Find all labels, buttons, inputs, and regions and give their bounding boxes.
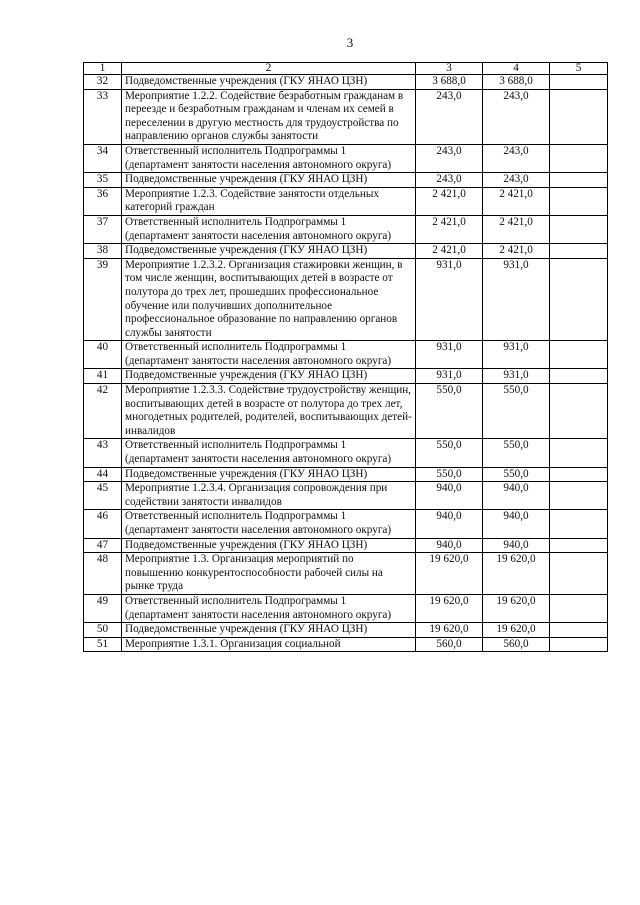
row-value-col4-cell: 931,0 [483, 258, 550, 341]
row-value-col4-cell: 940,0 [483, 510, 550, 538]
header-col-2: 2 [122, 63, 416, 75]
row-value-col5-cell [550, 467, 608, 482]
table-row [84, 244, 608, 259]
row-value-col5-cell [550, 553, 608, 595]
table-row [84, 89, 608, 144]
row-description-cell: Подведомственные учреждения (ГКУ ЯНАО ЦЗН) [122, 538, 416, 553]
table-row [84, 637, 608, 652]
row-description-cell: Мероприятие 1.2.3.4. Организация сопровождения при содействии занятости инвалидов [122, 482, 416, 510]
row-value-col4-cell: 2 421,0 [483, 244, 550, 259]
row-value-col3-cell: 550,0 [416, 467, 483, 482]
row-description-cell: Подведомственные учреждения (ГКУ ЯНАО ЦЗН) [122, 244, 416, 259]
row-number-cell: 51 [84, 637, 122, 652]
row-description-cell: Мероприятие 1.2.3. Содействие занятости отдельных категорий граждан [122, 187, 416, 215]
row-value-col5-cell [550, 187, 608, 215]
row-value-col3-cell: 940,0 [416, 538, 483, 553]
row-number-cell: 41 [84, 369, 122, 384]
row-value-col3-cell: 931,0 [416, 369, 483, 384]
row-number-cell: 40 [84, 341, 122, 369]
row-description-cell: Подведомственные учреждения (ГКУ ЯНАО ЦЗН) [122, 75, 416, 90]
table-row [84, 623, 608, 638]
row-description-cell: Мероприятие 1.3. Организация мероприятий по повышению конкурентоспособности рабочей силы на рынке труда [122, 553, 416, 595]
table-row [84, 75, 608, 90]
row-number-cell: 33 [84, 89, 122, 144]
row-value-col3-cell: 931,0 [416, 341, 483, 369]
row-value-col4-cell: 931,0 [483, 341, 550, 369]
row-value-col4-cell: 550,0 [483, 467, 550, 482]
row-description-cell: Мероприятие 1.2.3.2. Организация стажировки женщин, в том числе женщин, воспитывающих детей в возрасте от полутора до трех лет, прошедших профессиональное обучение или получивших дополнительное профессиональное образование по направлению органов службы занятости [122, 258, 416, 341]
row-value-col4-cell: 243,0 [483, 144, 550, 172]
header-col-4: 4 [483, 63, 550, 75]
row-value-col4-cell: 550,0 [483, 439, 550, 467]
row-description-cell: Ответственный исполнитель Подпрограммы 1 (департамент занятости населения автономного округа) [122, 341, 416, 369]
row-number-cell: 43 [84, 439, 122, 467]
row-value-col5-cell [550, 341, 608, 369]
row-number-cell: 49 [84, 594, 122, 622]
row-description-cell: Ответственный исполнитель Подпрограммы 1 (департамент занятости населения автономного округа) [122, 510, 416, 538]
row-number-cell: 47 [84, 538, 122, 553]
row-number-cell: 50 [84, 623, 122, 638]
table-row [84, 369, 608, 384]
row-value-col5-cell [550, 173, 608, 188]
row-value-col5-cell [550, 258, 608, 341]
table-row [84, 482, 608, 510]
table-row [84, 439, 608, 467]
table-row [84, 173, 608, 188]
table-row [84, 187, 608, 215]
table-row [84, 510, 608, 538]
table-row [84, 594, 608, 622]
row-value-col5-cell [550, 384, 608, 439]
row-value-col3-cell: 3 688,0 [416, 75, 483, 90]
row-number-cell: 45 [84, 482, 122, 510]
row-value-col5-cell [550, 244, 608, 259]
row-value-col5-cell [550, 594, 608, 622]
table-row [84, 258, 608, 341]
row-value-col3-cell: 2 421,0 [416, 215, 483, 243]
row-value-col3-cell: 243,0 [416, 144, 483, 172]
table-row [84, 341, 608, 369]
row-value-col4-cell: 940,0 [483, 482, 550, 510]
row-description-cell: Подведомственные учреждения (ГКУ ЯНАО ЦЗН) [122, 623, 416, 638]
row-value-col3-cell: 19 620,0 [416, 594, 483, 622]
table-row [84, 384, 608, 439]
row-value-col5-cell [550, 623, 608, 638]
table-header-row [84, 63, 608, 75]
row-value-col4-cell: 940,0 [483, 538, 550, 553]
row-value-col4-cell: 243,0 [483, 173, 550, 188]
row-number-cell: 48 [84, 553, 122, 595]
row-number-cell: 38 [84, 244, 122, 259]
row-value-col5-cell [550, 510, 608, 538]
page-number: 3 [346, 35, 354, 50]
row-description-cell: Подведомственные учреждения (ГКУ ЯНАО ЦЗН) [122, 369, 416, 384]
row-value-col4-cell: 550,0 [483, 384, 550, 439]
table-row [84, 215, 608, 243]
table-row [84, 467, 608, 482]
row-value-col4-cell: 3 688,0 [483, 75, 550, 90]
table-row [84, 553, 608, 595]
row-number-cell: 37 [84, 215, 122, 243]
row-value-col4-cell: 19 620,0 [483, 623, 550, 638]
row-number-cell: 44 [84, 467, 122, 482]
header-col-3: 3 [416, 63, 483, 75]
row-value-col3-cell: 243,0 [416, 89, 483, 144]
row-value-col5-cell [550, 369, 608, 384]
row-number-cell: 39 [84, 258, 122, 341]
row-value-col4-cell: 19 620,0 [483, 553, 550, 595]
row-number-cell: 42 [84, 384, 122, 439]
row-value-col5-cell [550, 439, 608, 467]
table-row [84, 144, 608, 172]
row-description-cell: Ответственный исполнитель Подпрограммы 1 (департамент занятости населения автономного округа) [122, 215, 416, 243]
row-value-col4-cell: 560,0 [483, 637, 550, 652]
row-description-cell: Ответственный исполнитель Подпрограммы 1 (департамент занятости населения автономного округа) [122, 594, 416, 622]
row-value-col5-cell [550, 215, 608, 243]
row-value-col4-cell: 243,0 [483, 89, 550, 144]
row-value-col4-cell: 931,0 [483, 369, 550, 384]
row-value-col5-cell [550, 89, 608, 144]
budget-table [83, 62, 608, 652]
row-value-col3-cell: 19 620,0 [416, 623, 483, 638]
row-value-col3-cell: 243,0 [416, 173, 483, 188]
row-value-col3-cell: 931,0 [416, 258, 483, 341]
row-value-col3-cell: 19 620,0 [416, 553, 483, 595]
row-description-cell: Мероприятие 1.3.1. Организация социальной [122, 637, 416, 652]
row-value-col3-cell: 940,0 [416, 510, 483, 538]
row-value-col3-cell: 550,0 [416, 384, 483, 439]
row-value-col3-cell: 2 421,0 [416, 187, 483, 215]
header-col-5: 5 [550, 63, 608, 75]
row-value-col5-cell [550, 144, 608, 172]
row-value-col5-cell [550, 538, 608, 553]
row-description-cell: Подведомственные учреждения (ГКУ ЯНАО ЦЗН) [122, 467, 416, 482]
row-description-cell: Подведомственные учреждения (ГКУ ЯНАО ЦЗН) [122, 173, 416, 188]
row-value-col4-cell: 2 421,0 [483, 187, 550, 215]
row-number-cell: 46 [84, 510, 122, 538]
row-value-col3-cell: 550,0 [416, 439, 483, 467]
row-number-cell: 34 [84, 144, 122, 172]
row-value-col3-cell: 2 421,0 [416, 244, 483, 259]
row-value-col5-cell [550, 75, 608, 90]
row-value-col3-cell: 560,0 [416, 637, 483, 652]
row-number-cell: 35 [84, 173, 122, 188]
header-col-1: 1 [84, 63, 122, 75]
row-number-cell: 36 [84, 187, 122, 215]
row-description-cell: Ответственный исполнитель Подпрограммы 1 (департамент занятости населения автономного округа) [122, 144, 416, 172]
row-value-col5-cell [550, 637, 608, 652]
row-description-cell: Мероприятие 1.2.3.3. Содействие трудоустройству женщин, воспитывающих детей в возрасте от полутора до трех лет, многодетных родителей, родителей, воспитывающих детей-инвалидов [122, 384, 416, 439]
row-description-cell: Ответственный исполнитель Подпрограммы 1 (департамент занятости населения автономного округа) [122, 439, 416, 467]
table-row [84, 538, 608, 553]
row-value-col4-cell: 2 421,0 [483, 215, 550, 243]
row-value-col5-cell [550, 482, 608, 510]
row-description-cell: Мероприятие 1.2.2. Содействие безработным гражданам в переезде и безработным гражданам и членам их семей в переселении в другую местность для трудоустройства по направлению органов службы занятости [122, 89, 416, 144]
row-value-col4-cell: 19 620,0 [483, 594, 550, 622]
row-value-col3-cell: 940,0 [416, 482, 483, 510]
row-number-cell: 32 [84, 75, 122, 90]
